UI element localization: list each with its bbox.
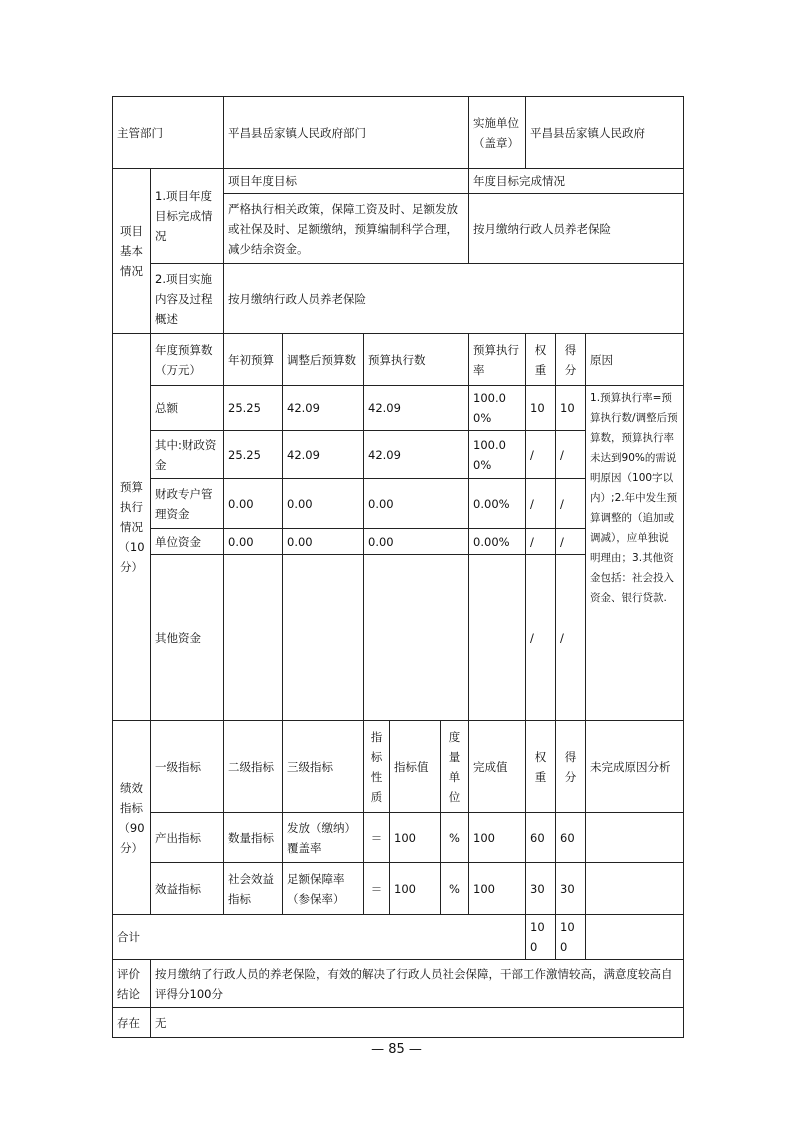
budget-annual-header: 年度预算数（万元） — [151, 334, 224, 386]
perf-weight: 30 — [526, 863, 556, 915]
total-score: 100 — [556, 915, 586, 960]
perf-nature: ＝ — [364, 813, 390, 863]
dept-value: 平昌县岳家镇人民政府部门 — [224, 97, 469, 169]
perf-score: 60 — [556, 813, 586, 863]
budget-weight: 10 — [526, 386, 556, 431]
budget-initial: 25.25 — [224, 386, 283, 431]
issues-text: 无 — [151, 1008, 684, 1038]
budget-score: / — [556, 479, 586, 529]
perf-level1: 产出指标 — [151, 813, 224, 863]
goal-result: 按月缴纳行政人员养老保险 — [469, 194, 684, 264]
budget-adjusted: 0.00 — [283, 529, 364, 555]
goal-col2-header: 年度目标完成情况 — [469, 169, 684, 194]
perf-level2: 数量指标 — [224, 813, 283, 863]
goal-text: 严格执行相关政策，保障工资及时、足额发放或社保及时、足额缴纳，预算编制科学合理，减少结余资金。 — [224, 194, 469, 264]
budget-rate: 0.00% — [469, 479, 526, 529]
perf-level1-header: 一级指标 — [151, 721, 224, 813]
impl-unit-value: 平昌县岳家镇人民政府 — [526, 97, 684, 169]
goal-label: 1.项目年度目标完成情况 — [151, 169, 224, 264]
budget-row-label: 财政专户管理资金 — [151, 479, 224, 529]
budget-executed: 42.09 — [364, 431, 469, 479]
perf-row — [113, 813, 684, 863]
budget-score: / — [556, 555, 586, 721]
evaluation-table — [112, 96, 684, 1038]
budget-weight: / — [526, 431, 556, 479]
perf-level1: 效益指标 — [151, 863, 224, 915]
perf-done: 100 — [469, 813, 526, 863]
budget-rate: 0.00% — [469, 529, 526, 555]
budget-score-header: 得分 — [556, 334, 586, 386]
perf-nature: ＝ — [364, 863, 390, 915]
budget-rate: 100.00% — [469, 386, 526, 431]
budget-rate: 100.00% — [469, 431, 526, 479]
perf-level2: 社会效益指标 — [224, 863, 283, 915]
budget-initial — [224, 555, 283, 721]
budget-executed: 0.00 — [364, 529, 469, 555]
perf-level3-header: 三级指标 — [283, 721, 364, 813]
budget-header-row — [113, 334, 684, 386]
budget-adjusted: 42.09 — [283, 431, 364, 479]
impl-row — [113, 264, 684, 334]
perf-unit: % — [441, 813, 469, 863]
budget-rate — [469, 555, 526, 721]
perf-value: 100 — [390, 863, 441, 915]
evaluation-text: 按月缴纳了行政人员的养老保险，有效的解决了行政人员社会保障，干部工作激情较高，满意度较高自评得分100分 — [151, 960, 684, 1008]
budget-adjusted: 0.00 — [283, 479, 364, 529]
budget-rate-header: 预算执行率 — [469, 334, 526, 386]
perf-reason — [586, 813, 684, 863]
budget-executed: 0.00 — [364, 479, 469, 529]
perf-level3: 发放（缴纳）覆盖率 — [283, 813, 364, 863]
budget-section-label: 预算执行情况（10分） — [113, 334, 151, 721]
page-number: — 85 — — [371, 1042, 422, 1057]
perf-done: 100 — [469, 863, 526, 915]
perf-header-row — [113, 721, 684, 813]
budget-executed — [364, 555, 469, 721]
issues-label: 存在 — [113, 1008, 151, 1038]
budget-executed: 42.09 — [364, 386, 469, 431]
budget-row — [113, 386, 684, 431]
perf-nature-header: 指标性质 — [364, 721, 390, 813]
total-weight: 100 — [526, 915, 556, 960]
perf-level2-header: 二级指标 — [224, 721, 283, 813]
budget-initial: 0.00 — [224, 529, 283, 555]
budget-adjusted — [283, 555, 364, 721]
budget-initial: 25.25 — [224, 431, 283, 479]
header-row — [113, 97, 684, 169]
budget-weight: / — [526, 529, 556, 555]
perf-weight: 60 — [526, 813, 556, 863]
perf-unit-header: 度量单位 — [441, 721, 469, 813]
budget-score: 10 — [556, 386, 586, 431]
perf-value: 100 — [390, 813, 441, 863]
basic-header-row — [113, 169, 684, 194]
budget-score: / — [556, 529, 586, 555]
issues-row — [113, 1008, 684, 1038]
budget-reason-header: 原因 — [586, 334, 684, 386]
perf-unit: % — [441, 863, 469, 915]
budget-adjusted-header: 调整后预算数 — [283, 334, 364, 386]
budget-weight-header: 权重 — [526, 334, 556, 386]
impl-label: 2.项目实施内容及过程概述 — [151, 264, 224, 334]
budget-reason-text: 1.预算执行率=预算执行数/调整后预算数，预算执行率未达到90%的需说明原因（100字以内）;2.年中发生预算调整的（追加或调减），应单独说明理由；3.其他资金包括：社会投入资金、银行贷款. — [586, 386, 684, 721]
impl-unit-label: 实施单位（盖章） — [469, 97, 526, 169]
total-empty — [586, 915, 684, 960]
impl-text: 按月缴纳行政人员养老保险 — [224, 264, 684, 334]
budget-row-label: 单位资金 — [151, 529, 224, 555]
perf-done-header: 完成值 — [469, 721, 526, 813]
total-label: 合计 — [113, 915, 526, 960]
budget-initial: 0.00 — [224, 479, 283, 529]
perf-value-header: 指标值 — [390, 721, 441, 813]
perf-reason — [586, 863, 684, 915]
total-row — [113, 915, 684, 960]
dept-label: 主管部门 — [113, 97, 224, 169]
perf-reason-header: 未完成原因分析 — [586, 721, 684, 813]
basic-section-label: 项目基本情况 — [113, 169, 151, 334]
budget-adjusted: 42.09 — [283, 386, 364, 431]
perf-score-header: 得分 — [556, 721, 586, 813]
budget-row-label: 总额 — [151, 386, 224, 431]
budget-row-label: 其他资金 — [151, 555, 224, 721]
budget-weight: / — [526, 555, 556, 721]
budget-initial-header: 年初预算 — [224, 334, 283, 386]
perf-row — [113, 863, 684, 915]
budget-weight: / — [526, 479, 556, 529]
budget-executed-header: 预算执行数 — [364, 334, 469, 386]
perf-section-label: 绩效指标（90分） — [113, 721, 151, 915]
perf-weight-header: 权重 — [526, 721, 556, 813]
perf-score: 30 — [556, 863, 586, 915]
perf-level3: 足额保障率（参保率） — [283, 863, 364, 915]
evaluation-label: 评价结论 — [113, 960, 151, 1008]
budget-score: / — [556, 431, 586, 479]
budget-row-label: 其中:财政资金 — [151, 431, 224, 479]
goal-col1-header: 项目年度目标 — [224, 169, 469, 194]
evaluation-row — [113, 960, 684, 1008]
